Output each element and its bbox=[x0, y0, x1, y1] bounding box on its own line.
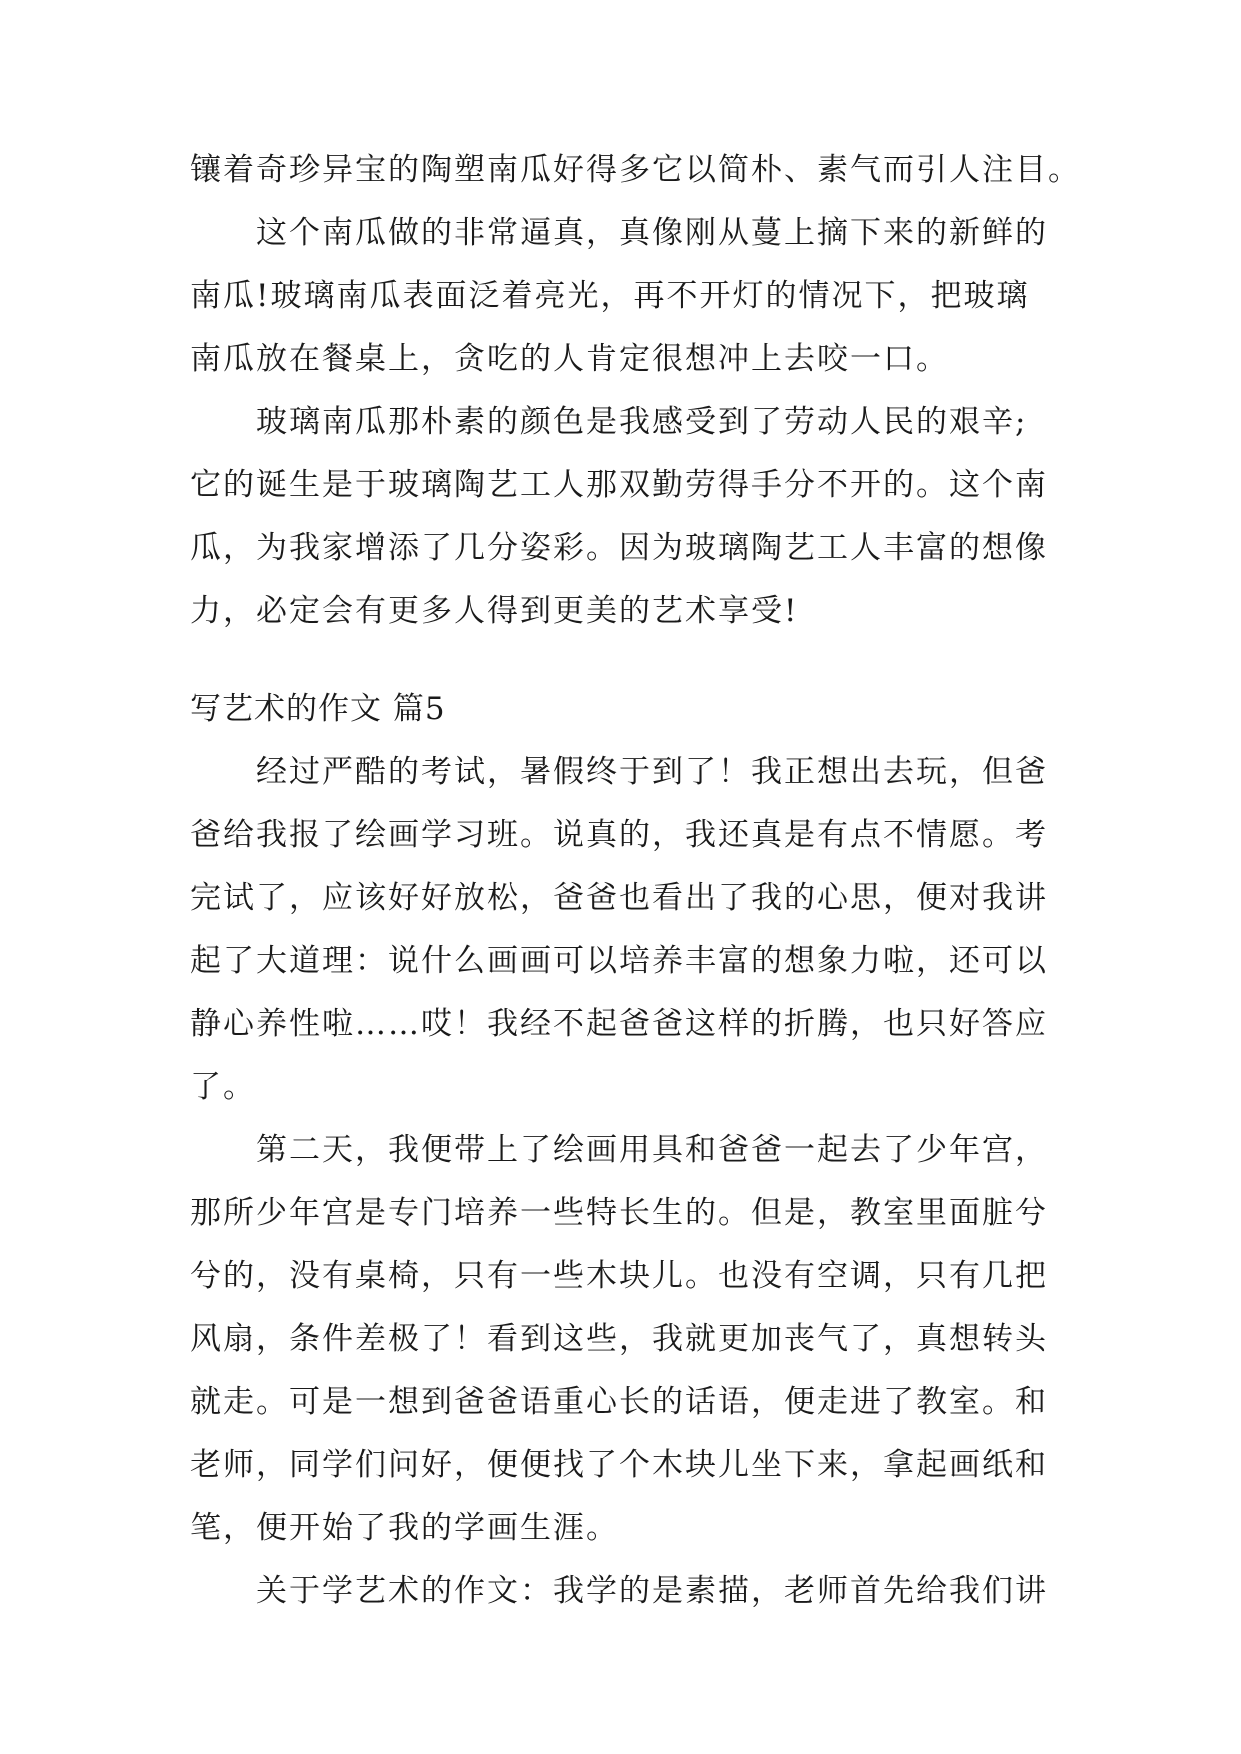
text-line: 就走。可是一想到爸爸语重心长的话语，便走进了教室。和 bbox=[190, 1384, 1048, 1420]
text-line: 静心养性啦……哎！我经不起爸爸这样的折腾，也只好答应 bbox=[190, 1006, 1048, 1042]
text-line: 老师，同学们问好，便便找了个木块儿坐下来，拿起画纸和 bbox=[190, 1447, 1048, 1483]
text-line: 起了大道理：说什么画画可以培养丰富的想象力啦，还可以 bbox=[190, 943, 1048, 979]
text-line: 玻璃南瓜那朴素的颜色是我感受到了劳动人民的艰辛; bbox=[190, 404, 1028, 440]
text-line: 关于学艺术的作文：我学的是素描，老师首先给我们讲 bbox=[190, 1573, 1048, 1609]
text-line: 这个南瓜做的非常逼真，真像刚从蔓上摘下来的新鲜的 bbox=[190, 215, 1048, 251]
text-line: 那所少年宫是专门培养一些特长生的。但是，教室里面脏兮 bbox=[190, 1195, 1048, 1231]
text-line: 兮的，没有桌椅，只有一些木块儿。也没有空调，只有几把 bbox=[190, 1258, 1048, 1294]
text-line: 完试了，应该好好放松，爸爸也看出了我的心思，便对我讲 bbox=[190, 880, 1048, 916]
text-line: 风扇，条件差极了！看到这些，我就更加丧气了，真想转头 bbox=[190, 1321, 1048, 1357]
text-line: 力，必定会有更多人得到更美的艺术享受! bbox=[190, 593, 799, 629]
section-heading: 写艺术的作文 篇5 bbox=[190, 691, 446, 727]
text-line: 爸给我报了绘画学习班。说真的，我还真是有点不情愿。考 bbox=[190, 817, 1048, 853]
text-line: 南瓜!玻璃南瓜表面泛着亮光，再不开灯的情况下，把玻璃 bbox=[190, 278, 1030, 314]
text-line: 经过严酷的考试，暑假终于到了！我正想出去玩，但爸 bbox=[190, 754, 1048, 790]
text-line: 了。 bbox=[190, 1069, 256, 1105]
text-line: 镶着奇珍异宝的陶塑南瓜好得多它以简朴、素气而引人注目。 bbox=[190, 152, 1081, 188]
text-line: 它的诞生是于玻璃陶艺工人那双勤劳得手分不开的。这个南 bbox=[190, 467, 1048, 503]
text-line: 南瓜放在餐桌上，贪吃的人肯定很想冲上去咬一口。 bbox=[190, 341, 949, 377]
text-line: 瓜，为我家增添了几分姿彩。因为玻璃陶艺工人丰富的想像 bbox=[190, 530, 1048, 566]
text-line: 笔，便开始了我的学画生涯。 bbox=[190, 1510, 619, 1546]
text-line: 第二天，我便带上了绘画用具和爸爸一起去了少年宫， bbox=[190, 1132, 1048, 1168]
